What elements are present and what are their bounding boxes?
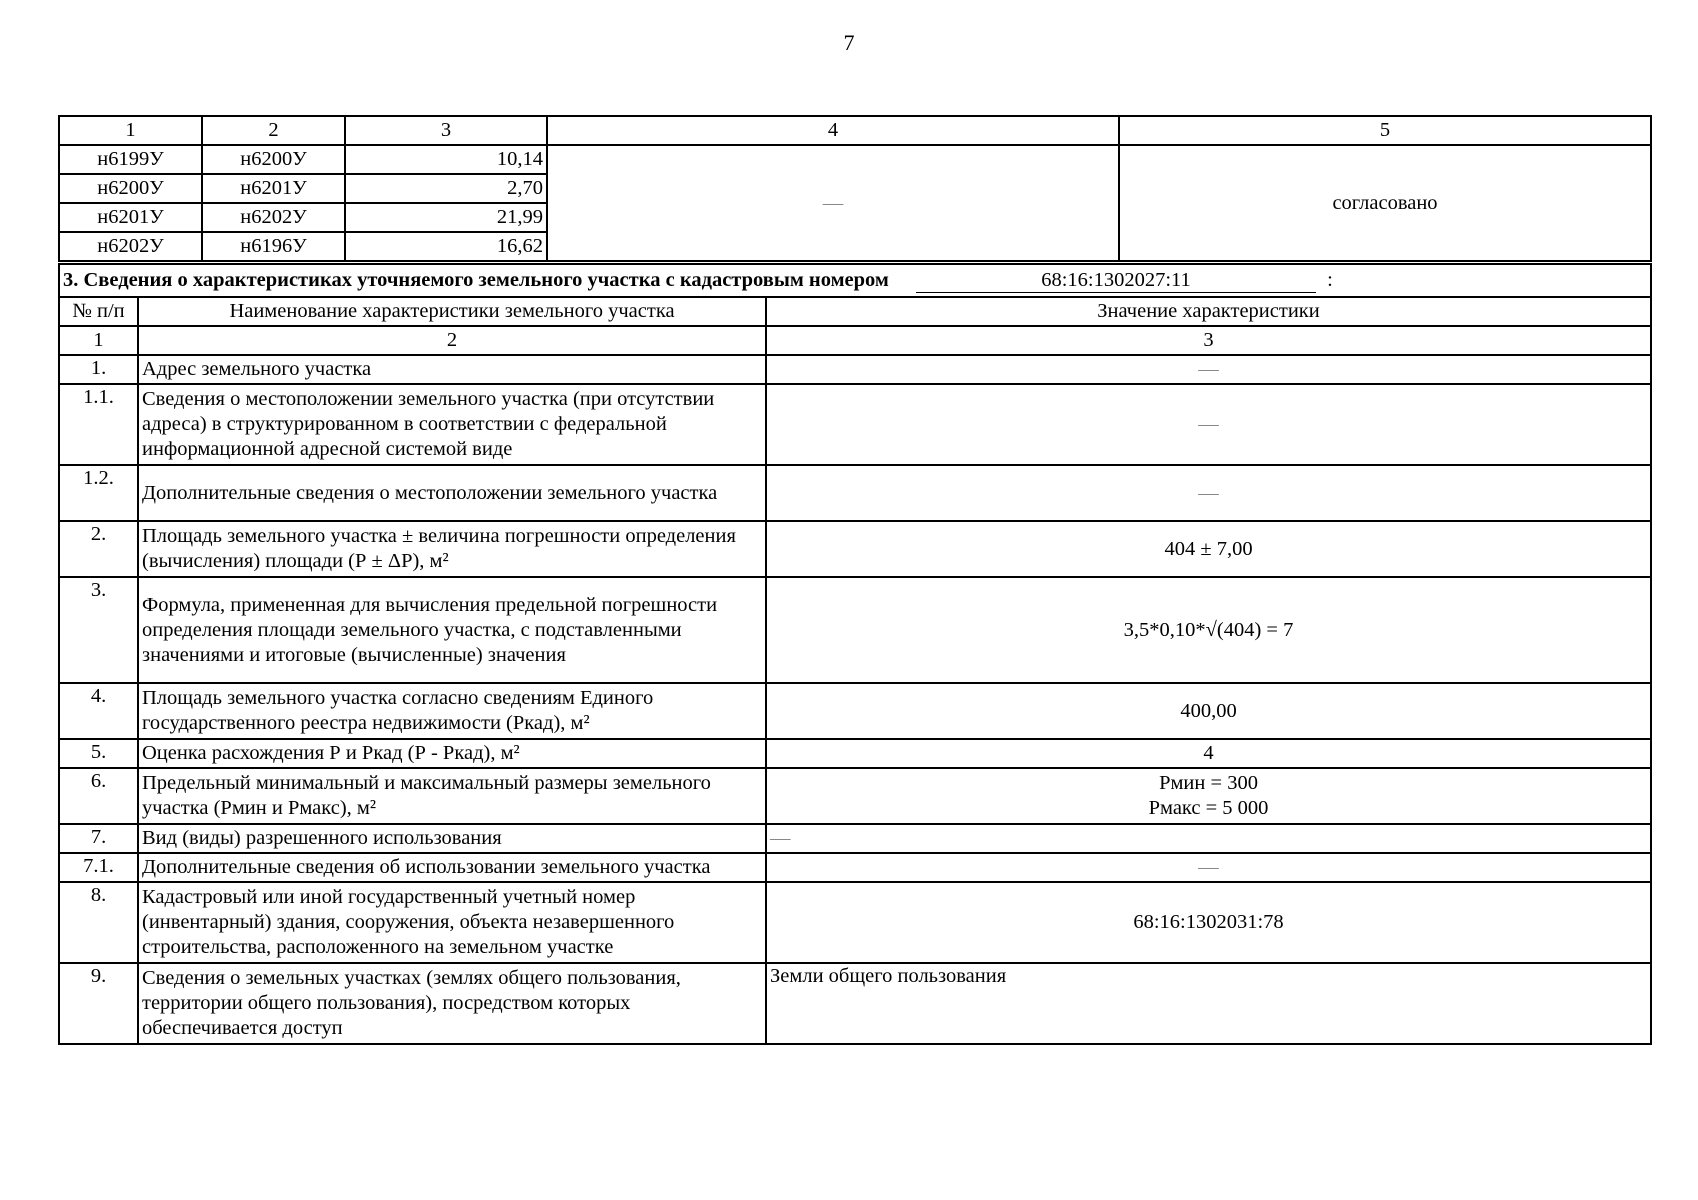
point-from: н6202У — [59, 232, 202, 261]
column-number: 1 — [59, 326, 138, 355]
table-row — [59, 768, 1651, 824]
characteristic-value: 68:16:1302031:78 — [766, 882, 1651, 963]
agreement-status: согласовано — [1119, 145, 1651, 261]
max-size-value: Рмакс = 5 000 — [1148, 797, 1269, 819]
row-number: 1. — [59, 355, 138, 384]
section-title: 3. Сведения о характеристиках уточняемого земельного участка с кадастровым номером — [63, 269, 889, 291]
table-header-row — [59, 116, 1651, 145]
characteristic-value: 400,00 — [766, 683, 1651, 739]
characteristic-name: Дополнительные сведения о местоположении земельного участка — [138, 465, 766, 521]
row-number: 7. — [59, 824, 138, 853]
point-from: н6200У — [59, 174, 202, 203]
characteristic-value: 3,5*0,10*√(404) = 7 — [766, 577, 1651, 683]
column-number: 3 — [766, 326, 1651, 355]
row-number: 6. — [59, 768, 138, 824]
page-number: 7 — [843, 30, 855, 55]
row-number: 8. — [59, 882, 138, 963]
table-row — [59, 521, 1651, 577]
point-to: н6200У — [202, 145, 345, 174]
point-from: н6201У — [59, 203, 202, 232]
section-colon: : — [1327, 269, 1333, 291]
characteristic-name: Площадь земельного участка согласно сведениям Единого государственного реестра недвижимости (Ркад), м² — [138, 683, 766, 739]
characteristics-table — [58, 263, 1652, 1045]
point-to: н6202У — [202, 203, 345, 232]
point-to: н6201У — [202, 174, 345, 203]
characteristic-name: Формула, примененная для вычисления предельной погрешности определения площади земельного участка, с подставленными значениями и итоговые (вычисленные) значения — [138, 577, 766, 683]
column-header: 5 — [1119, 116, 1651, 145]
column-header: 3 — [345, 116, 547, 145]
characteristic-name: Предельный минимальный и максимальный размеры земельного участка (Рмин и Рмакс), м² — [138, 768, 766, 824]
table-row — [59, 355, 1651, 384]
table-row — [59, 882, 1651, 963]
table-row — [59, 824, 1651, 853]
characteristic-name: Кадастровый или иной государственный учетный номер (инвентарный) здания, сооружения, объекта незавершенного строительства, расположенного на земельном участке — [138, 882, 766, 963]
table-header-row — [59, 297, 1651, 326]
characteristic-value-cell — [766, 768, 1651, 824]
segment-length: 21,99 — [345, 203, 547, 232]
column-header-name: Наименование характеристики земельного участка — [138, 297, 766, 326]
boundary-points-table — [58, 115, 1652, 262]
table-row — [59, 465, 1651, 521]
column-number: 2 — [138, 326, 766, 355]
section-title-row — [59, 264, 1651, 297]
characteristic-name: Дополнительные сведения об использовании земельного участка — [138, 853, 766, 882]
characteristic-value: — — [766, 824, 1651, 853]
row-number: 1.1. — [59, 384, 138, 465]
characteristic-name: Площадь земельного участка ± величина погрешности определения (вычисления) площади (Р ± ΔР), м² — [138, 521, 766, 577]
row-number: 1.2. — [59, 465, 138, 521]
characteristic-name: Сведения о земельных участках (землях общего пользования, территории общего пользования), посредством которых обеспечивается доступ — [138, 963, 766, 1044]
cadastral-number: 68:16:1302027:11 — [916, 268, 1316, 293]
segment-length: 2,70 — [345, 174, 547, 203]
point-from: н6199У — [59, 145, 202, 174]
table-row — [59, 853, 1651, 882]
characteristic-value: — — [766, 355, 1651, 384]
min-size-value: Рмин = 300 — [1159, 772, 1258, 794]
column-header: 4 — [547, 116, 1119, 145]
table-row — [59, 145, 1651, 174]
characteristic-value: — — [766, 853, 1651, 882]
table-row — [59, 963, 1651, 1044]
table-row — [59, 739, 1651, 768]
row-number: 9. — [59, 963, 138, 1044]
characteristic-value: — — [766, 384, 1651, 465]
column-header-num: № п/п — [59, 297, 138, 326]
segment-length: 10,14 — [345, 145, 547, 174]
table-row — [59, 384, 1651, 465]
table-row — [59, 577, 1651, 683]
column-number-row — [59, 326, 1651, 355]
characteristic-name: Адрес земельного участка — [138, 355, 766, 384]
row-number: 7.1. — [59, 853, 138, 882]
table-row — [59, 683, 1651, 739]
column-header: 1 — [59, 116, 202, 145]
segment-length: 16,62 — [345, 232, 547, 261]
column-header: 2 — [202, 116, 345, 145]
characteristic-name: Вид (виды) разрешенного использования — [138, 824, 766, 853]
row-number: 3. — [59, 577, 138, 683]
characteristic-value: Земли общего пользования — [766, 963, 1651, 1044]
characteristic-value: 4 — [766, 739, 1651, 768]
point-to: н6196У — [202, 232, 345, 261]
characteristic-value: 404 ± 7,00 — [766, 521, 1651, 577]
characteristic-value: — — [766, 465, 1651, 521]
row-number: 2. — [59, 521, 138, 577]
row-number: 5. — [59, 739, 138, 768]
characteristic-name: Оценка расхождения Р и Ркад (Р - Ркад), м² — [138, 739, 766, 768]
column4-value: — — [547, 145, 1119, 261]
characteristic-name: Сведения о местоположении земельного участка (при отсутствии адреса) в структурированном в соответствии с федеральной информационной адресной системой виде — [138, 384, 766, 465]
row-number: 4. — [59, 683, 138, 739]
column-header-value: Значение характеристики — [766, 297, 1651, 326]
